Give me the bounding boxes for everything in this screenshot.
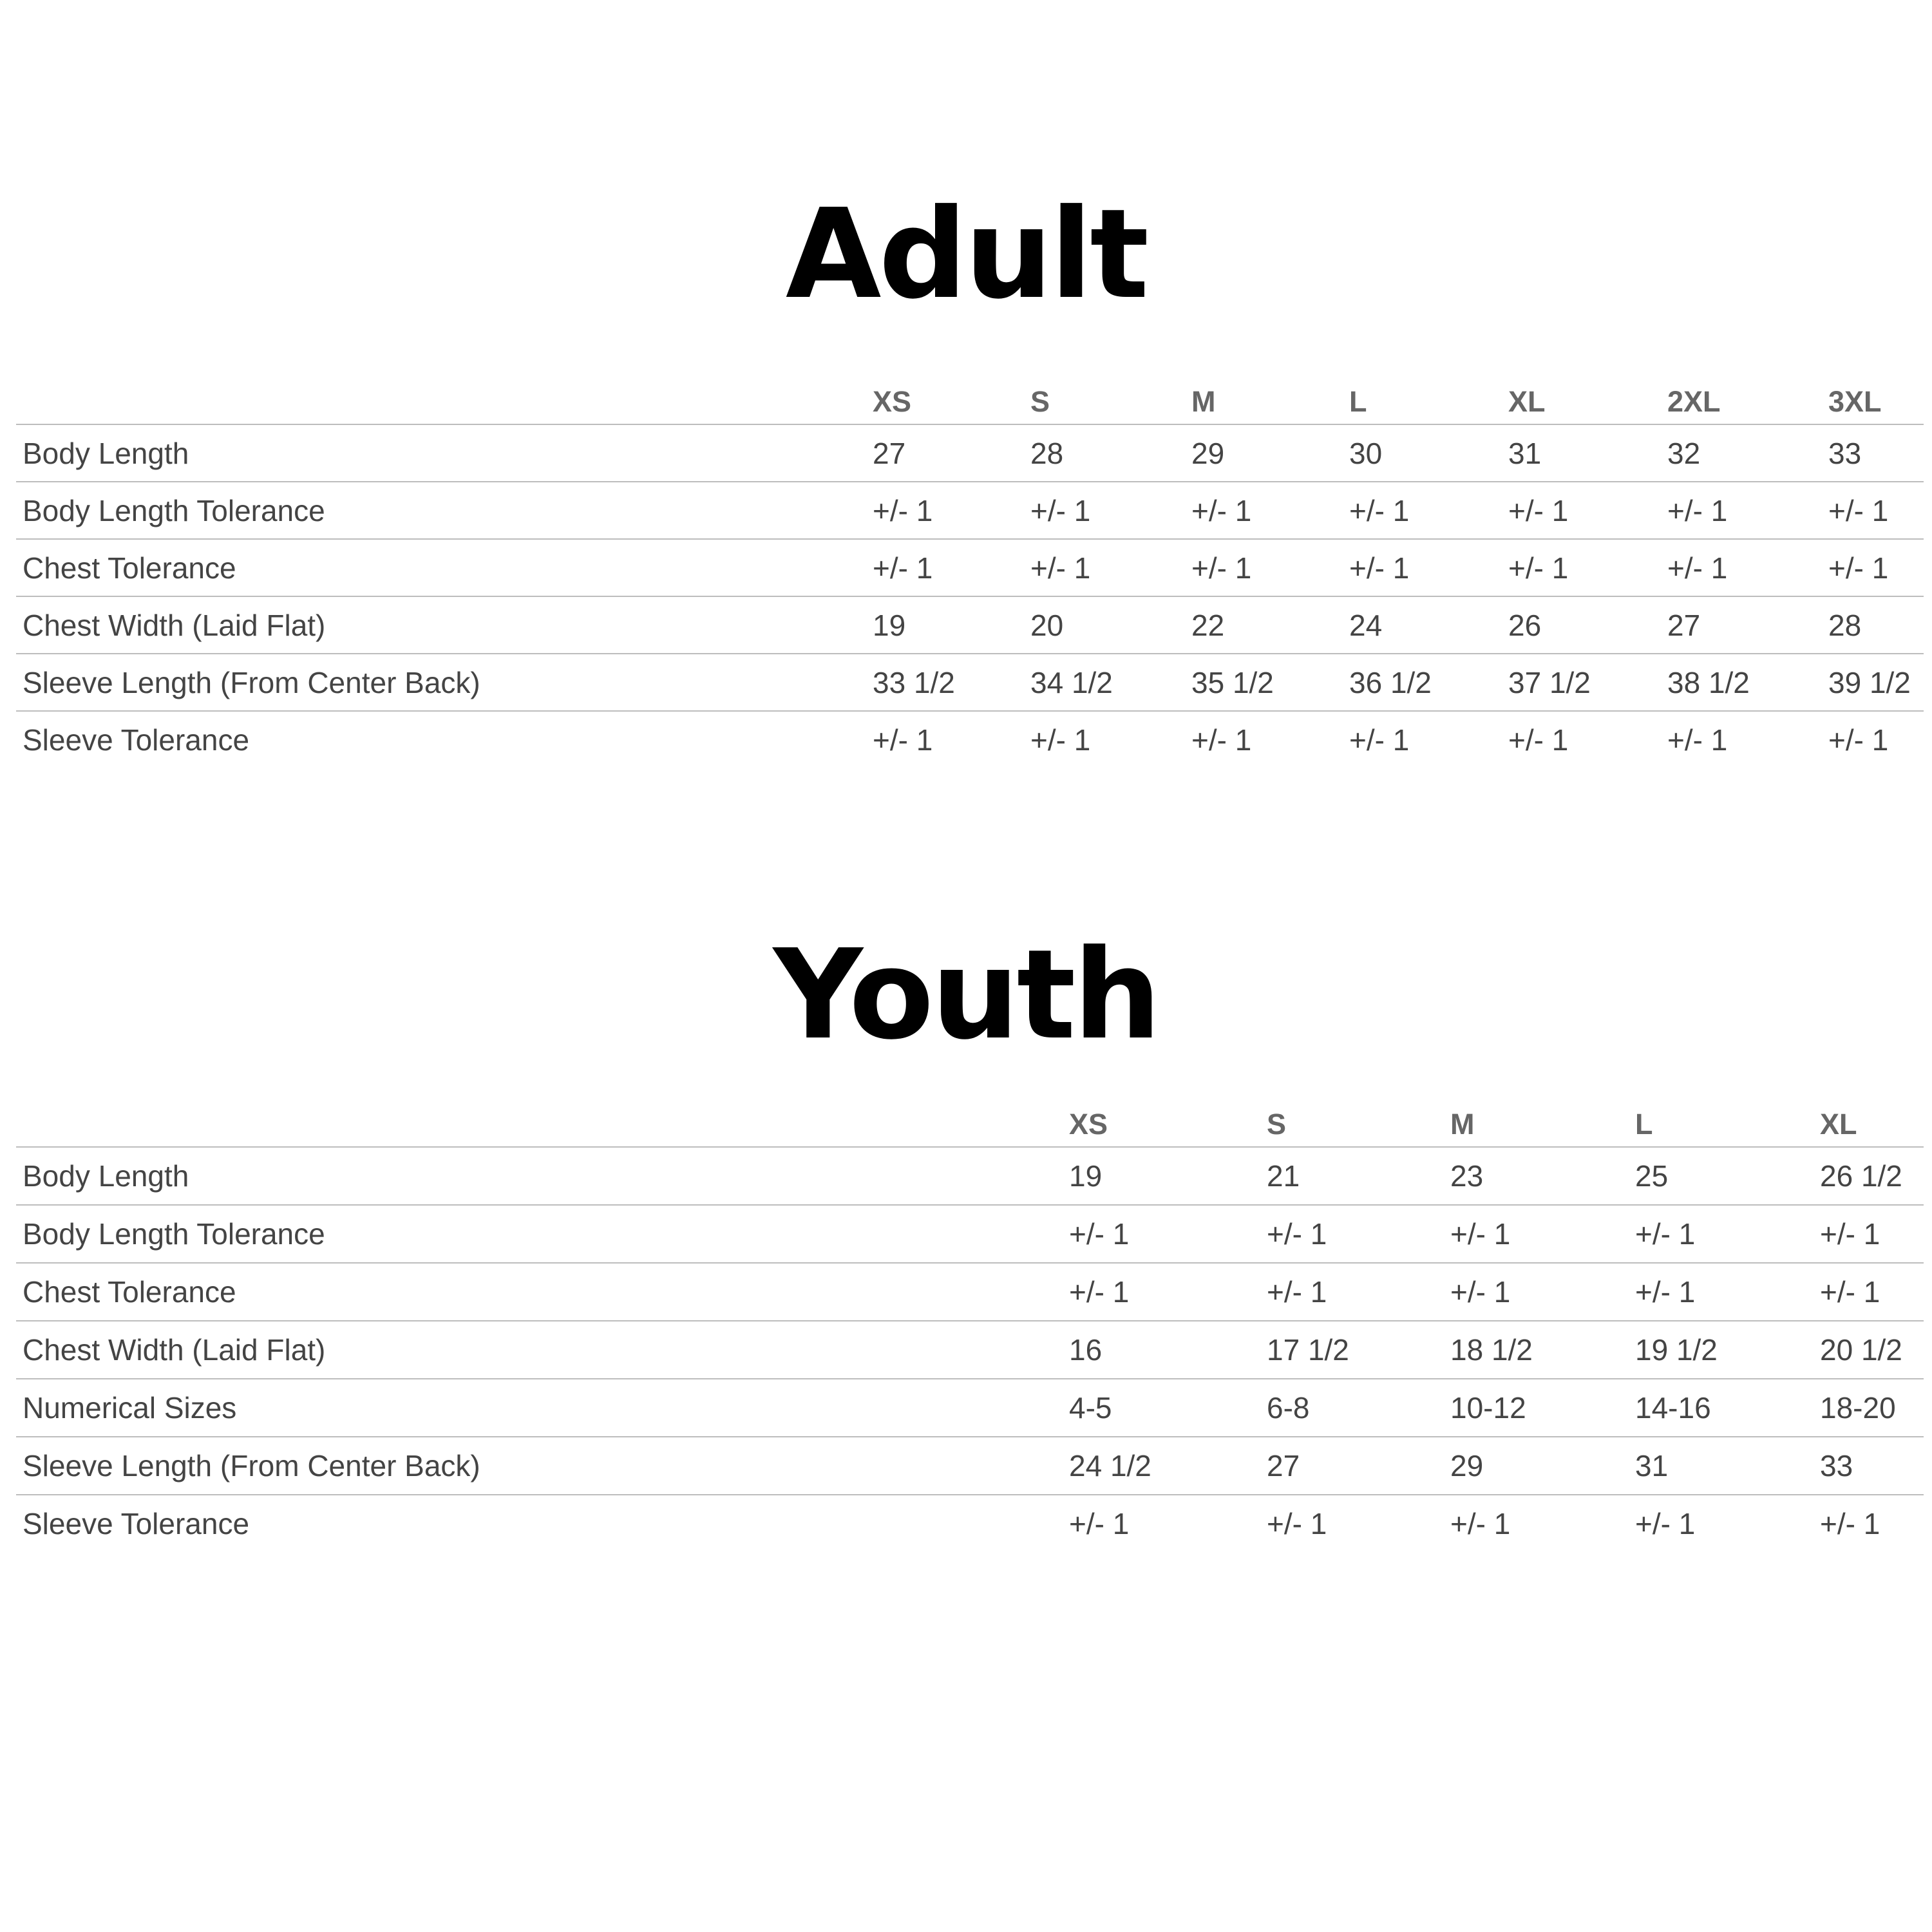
measurement-value: +/- 1 [1661,539,1822,596]
measurement-value: 21 [1260,1147,1444,1205]
measurement-value: +/- 1 [1024,482,1185,539]
measurement-value: +/- 1 [1822,482,1924,539]
measurement-value: +/- 1 [1508,723,1569,757]
table-row [16,654,1924,711]
table-row [16,1437,1924,1495]
measurement-value: +/- 1 [1343,482,1502,539]
measurement-value: +/- 1 [1822,539,1924,596]
measurement-value: +/- 1 [1444,1263,1629,1321]
size-header-l: L [1343,367,1502,424]
size-header-s: S [1024,367,1185,424]
size-header-xs: XS [1063,1090,1260,1147]
table-row [16,711,1924,768]
measurement-value: 27 [866,424,1024,482]
measurement-value: 22 [1185,596,1343,654]
measurement-value: 36 1/2 [1343,654,1502,711]
table-row [16,1263,1924,1321]
measurement-value: +/- 1 [1629,1263,1814,1321]
measurement-label: Body Length Tolerance [16,482,866,539]
measurement-value: +/- 1 [1814,1205,1924,1263]
measurement-value: 33 1/2 [866,654,1024,711]
measurement-header-empty [16,367,866,424]
measurement-value: 24 [1343,596,1502,654]
measurement-value: 27 [1260,1437,1444,1495]
measurement-label: Sleeve Length (From Center Back) [16,1437,1063,1495]
measurement-value: 16 [1063,1321,1260,1379]
measurement-label: Chest Tolerance [16,539,866,596]
measurement-value: +/- 1 [1185,539,1343,596]
measurement-value: +/- 1 [1349,723,1410,757]
measurement-value: +/- 1 [1814,1263,1924,1321]
measurement-value: 28 [1822,596,1924,654]
table-row [16,1379,1924,1437]
measurement-value: 23 [1444,1147,1629,1205]
measurement-value: +/- 1 [866,482,1024,539]
measurement-value: 6-8 [1260,1379,1444,1437]
measurement-value: +/- 1 [1502,482,1661,539]
measurement-value: +/- 1 [1024,539,1185,596]
adult-title: Adult [785,183,1147,327]
measurement-value: +/- 1 [1063,1205,1260,1263]
measurement-label: Body Length [16,1147,1063,1205]
measurement-value: +/- 1 [1343,539,1502,596]
table-row [16,1147,1924,1205]
measurement-value: 14-16 [1629,1379,1814,1437]
measurement-value: +/- 1 [1030,723,1091,757]
measurement-value: +/- 1 [1267,1507,1327,1540]
measurement-value: 29 [1185,424,1343,482]
measurement-value: +/- 1 [1185,482,1343,539]
youth-size-table [16,1090,1924,1552]
measurement-value: 20 [1024,596,1185,654]
measurement-value: +/- 1 [1502,539,1661,596]
measurement-value: +/- 1 [1191,723,1252,757]
measurement-label: Chest Tolerance [16,1263,1063,1321]
measurement-label: Chest Width (Laid Flat) [16,1321,1063,1379]
measurement-value: +/- 1 [1444,1205,1629,1263]
measurement-label: Sleeve Length (From Center Back) [16,654,866,711]
measurement-label: Body Length [16,424,866,482]
measurement-label: Numerical Sizes [16,1379,1063,1437]
measurement-value: +/- 1 [1661,482,1822,539]
measurement-value: 30 [1343,424,1502,482]
measurement-value: 27 [1661,596,1822,654]
youth-title: Youth [773,923,1159,1067]
size-header-m: M [1444,1090,1629,1147]
size-header-xl: XL [1814,1090,1924,1147]
table-row [16,1321,1924,1379]
measurement-value: +/- 1 [866,539,1024,596]
measurement-label: Body Length Tolerance [16,1205,1063,1263]
measurement-value: +/- 1 [1828,723,1889,757]
measurement-value: +/- 1 [1629,1205,1814,1263]
size-header-row [16,1090,1924,1147]
size-header-s: S [1260,1090,1444,1147]
measurement-value: 29 [1444,1437,1629,1495]
measurement-value: 18-20 [1814,1379,1924,1437]
size-header-row [16,367,1924,424]
measurement-value: 31 [1629,1437,1814,1495]
measurement-value: +/- 1 [1635,1507,1696,1540]
measurement-value: 26 1/2 [1814,1147,1924,1205]
measurement-value: 37 1/2 [1502,654,1661,711]
measurement-value: 25 [1629,1147,1814,1205]
size-header-xl: XL [1502,367,1661,424]
measurement-value: +/- 1 [1260,1205,1444,1263]
table-row [16,424,1924,482]
measurement-value: +/- 1 [1450,1507,1511,1540]
measurement-value: 33 [1814,1437,1924,1495]
size-header-2xl: 2XL [1661,367,1822,424]
table-row [16,482,1924,539]
measurement-label: Sleeve Tolerance [23,723,250,757]
size-header-m: M [1185,367,1343,424]
measurement-value: 10-12 [1444,1379,1629,1437]
size-header-l: L [1629,1090,1814,1147]
measurement-value: +/- 1 [1667,723,1728,757]
measurement-value: 20 1/2 [1814,1321,1924,1379]
measurement-value: 19 1/2 [1629,1321,1814,1379]
adult-size-table [16,367,1924,768]
measurement-value: 31 [1502,424,1661,482]
measurement-value: 19 [1063,1147,1260,1205]
measurement-value: 39 1/2 [1822,654,1924,711]
size-header-xs: XS [866,367,1024,424]
measurement-value: 24 1/2 [1063,1437,1260,1495]
measurement-header-empty [16,1090,1063,1147]
measurement-value: 38 1/2 [1661,654,1822,711]
measurement-value: 18 1/2 [1444,1321,1629,1379]
measurement-value: 17 1/2 [1260,1321,1444,1379]
measurement-value: 32 [1661,424,1822,482]
measurement-value: +/- 1 [1069,1507,1130,1540]
measurement-value: 26 [1502,596,1661,654]
measurement-value: 4-5 [1063,1379,1260,1437]
measurement-value: 35 1/2 [1185,654,1343,711]
table-row [16,596,1924,654]
measurement-value: +/- 1 [1820,1507,1880,1540]
measurement-value: 34 1/2 [1024,654,1185,711]
table-row [16,1205,1924,1263]
measurement-value: 28 [1024,424,1185,482]
size-header-3xl: 3XL [1822,367,1924,424]
measurement-label: Chest Width (Laid Flat) [16,596,866,654]
measurement-value: 19 [866,596,1024,654]
table-row [16,1495,1924,1552]
table-row [16,539,1924,596]
measurement-value: +/- 1 [1260,1263,1444,1321]
measurement-value: 33 [1822,424,1924,482]
measurement-label: Sleeve Tolerance [23,1507,250,1540]
measurement-value: +/- 1 [1063,1263,1260,1321]
measurement-value: +/- 1 [873,723,933,757]
